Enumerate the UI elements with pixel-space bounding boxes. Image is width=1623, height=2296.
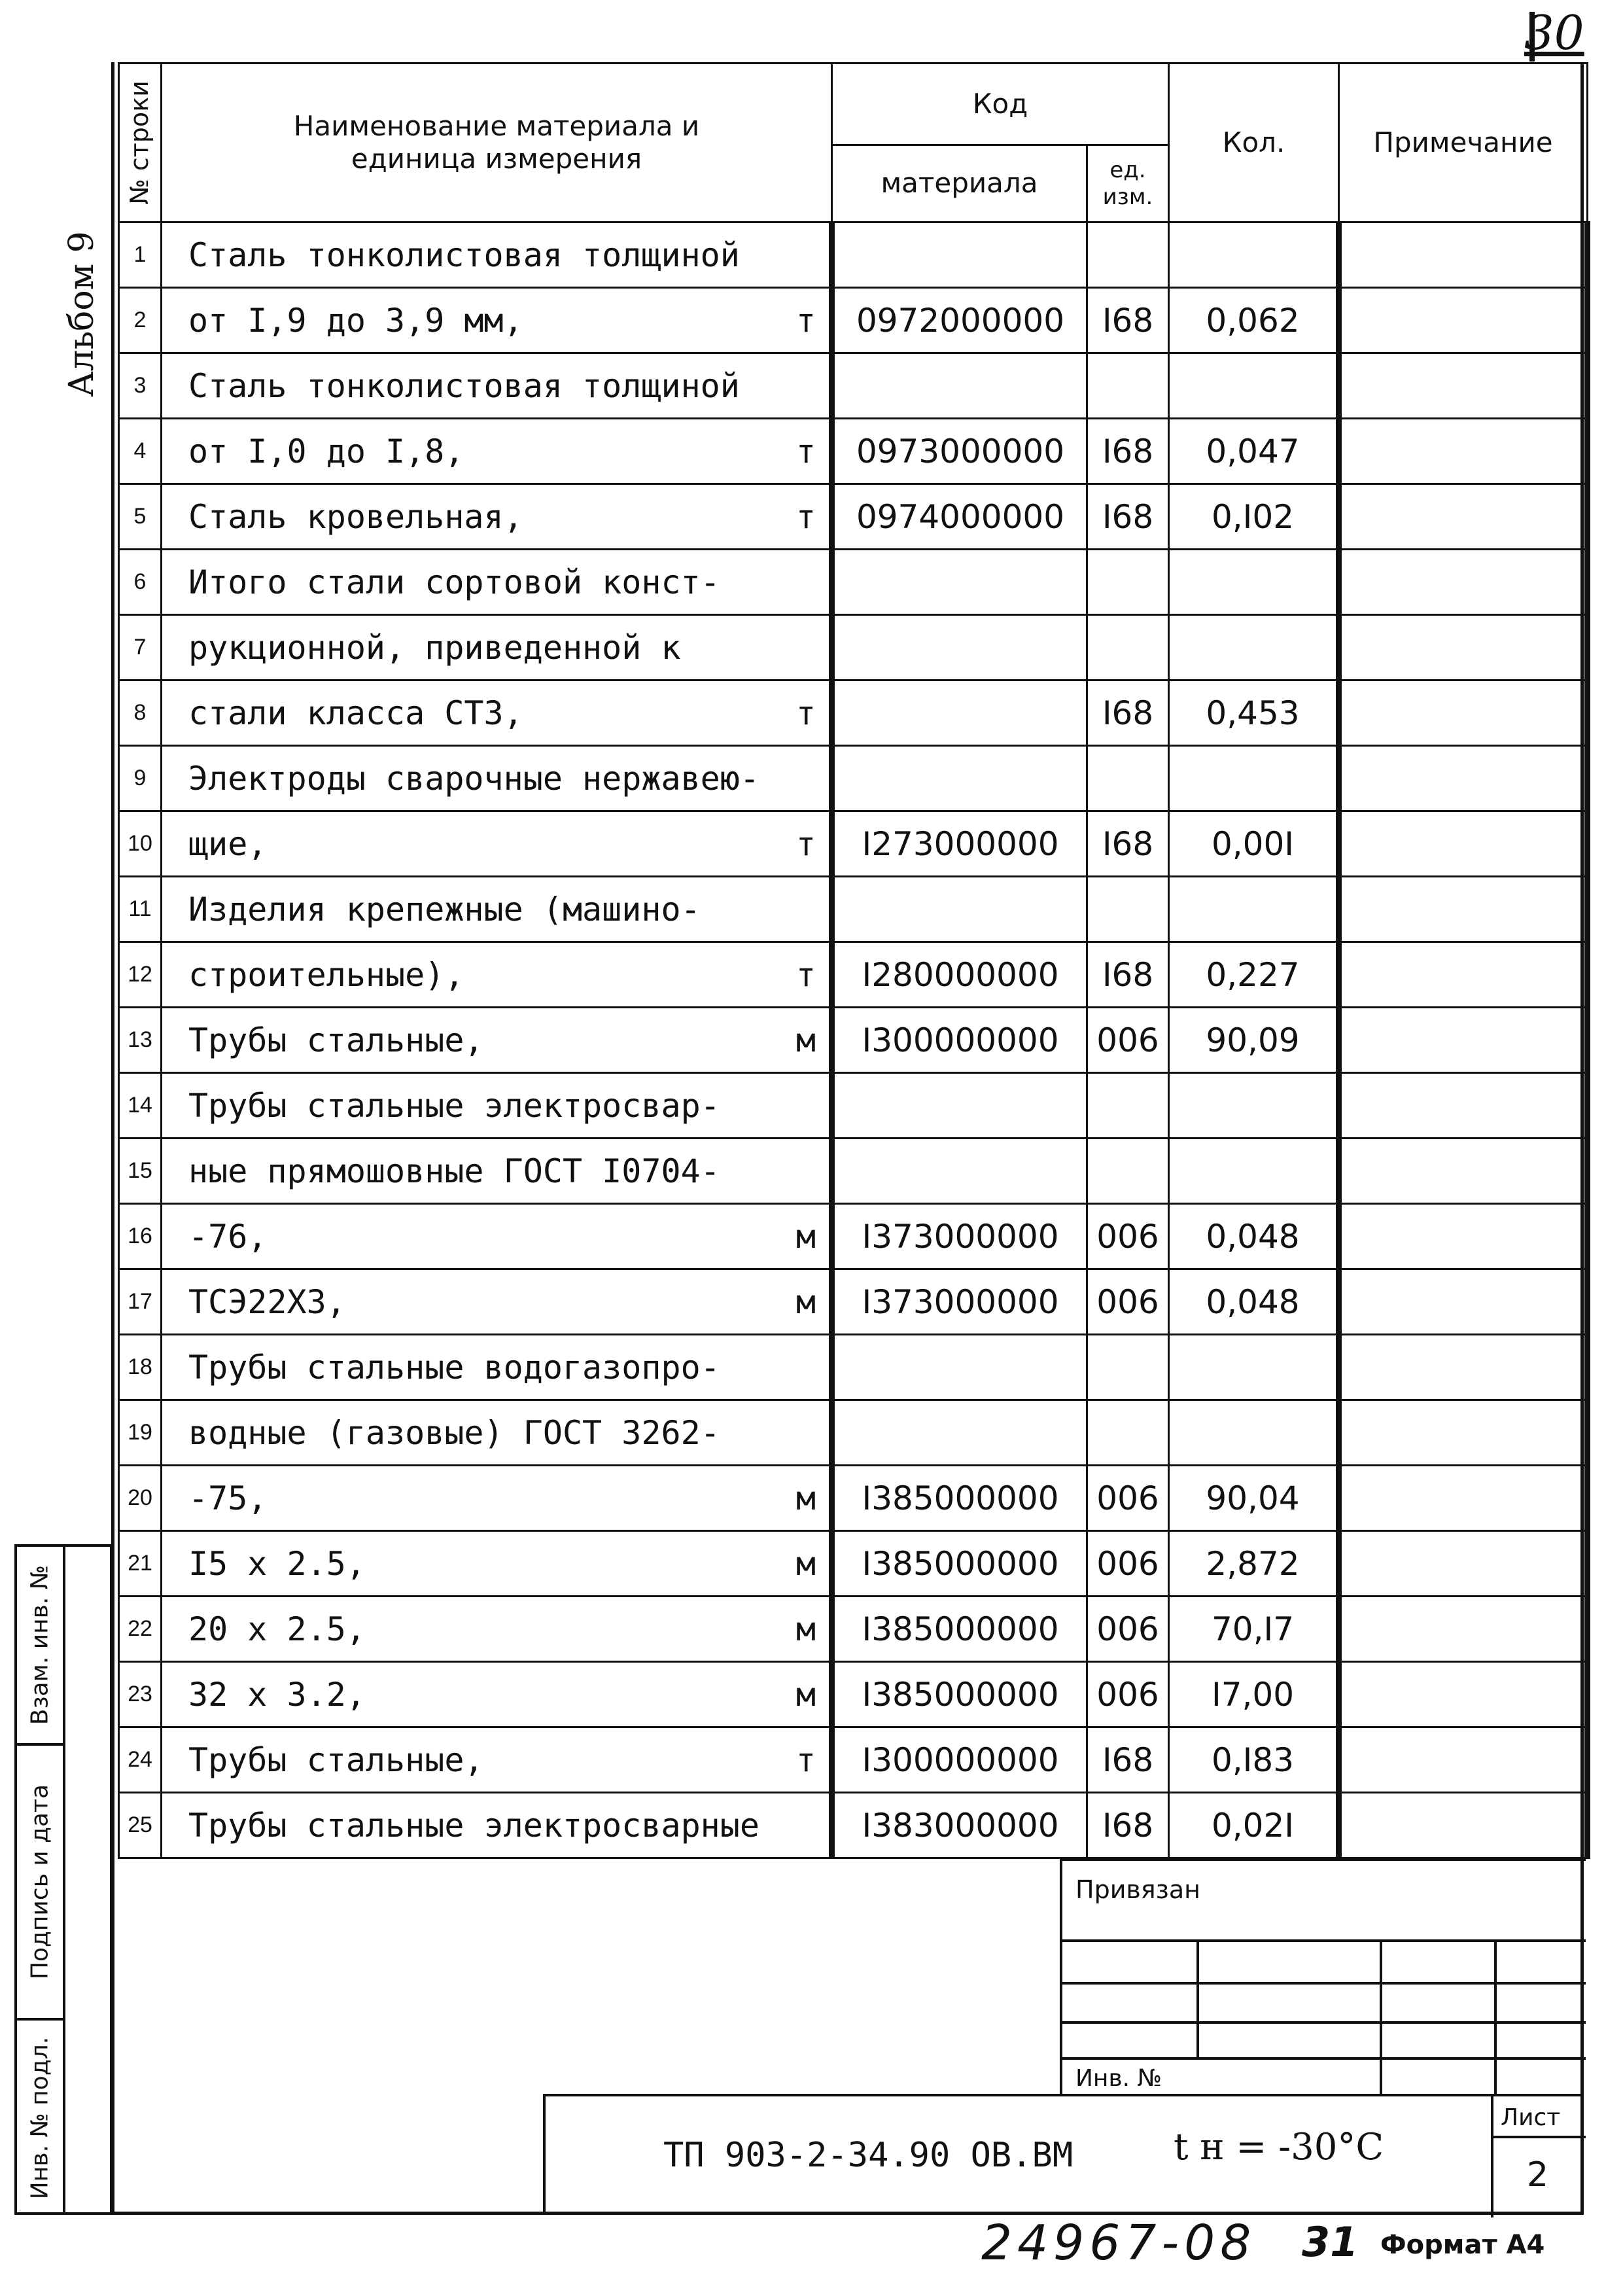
margin-stamp [14, 1544, 113, 2215]
material-code: I385000000 [832, 1466, 1087, 1531]
quantity [1169, 353, 1339, 419]
material-code [832, 877, 1087, 942]
material-unit: т [795, 824, 816, 863]
sign-date-label: Подпись и дата [26, 1784, 54, 1980]
unit-code: 006 [1087, 1531, 1169, 1597]
sheet-number: 2 [1527, 2155, 1549, 2195]
table-row [119, 1073, 1588, 1139]
header-code: Код [832, 63, 1169, 145]
header-material-code: материала [832, 145, 1087, 222]
row-number: 1 [119, 222, 162, 288]
note [1339, 288, 1588, 353]
note [1339, 1662, 1588, 1727]
material-name: строительные), [188, 955, 464, 994]
quantity: 0,I02 [1169, 484, 1339, 550]
material-name: ТСЭ22Х3, [188, 1282, 346, 1321]
unit-code [1087, 1139, 1169, 1204]
material-name: 32 х 3.2, [188, 1675, 366, 1714]
table-row [119, 1531, 1588, 1597]
table-row [119, 419, 1588, 484]
unit-code: 006 [1087, 1662, 1169, 1727]
note [1339, 222, 1588, 288]
material-name: Электроды сварочные нержавею- [188, 759, 759, 798]
unit-code: I68 [1087, 1727, 1169, 1793]
material-code: I383000000 [832, 1793, 1087, 1858]
row-number: 13 [119, 1008, 162, 1073]
quantity [1169, 746, 1339, 811]
unit-code [1087, 615, 1169, 680]
table-row [119, 615, 1588, 680]
material-name-cell [162, 1400, 832, 1466]
table-row [119, 1269, 1588, 1335]
table-row [119, 746, 1588, 811]
note [1339, 1793, 1588, 1858]
frame-left-line [111, 62, 114, 2215]
material-code [832, 615, 1087, 680]
material-unit: м [795, 1610, 816, 1648]
material-code [832, 1073, 1087, 1139]
row-number: 20 [119, 1466, 162, 1531]
material-name: 20 х 2.5, [188, 1610, 366, 1648]
material-name: Трубы стальные, [188, 1021, 484, 1059]
material-unit: т [795, 955, 816, 994]
material-unit: м [795, 1544, 816, 1583]
table-row [119, 353, 1588, 419]
material-name: -76, [188, 1217, 268, 1256]
album-label-text: Альбом 9 [62, 231, 101, 397]
material-name-cell [162, 615, 832, 680]
page-number: 30 [1524, 5, 1584, 60]
unit-code: I68 [1087, 680, 1169, 746]
row-number: 5 [119, 484, 162, 550]
material-name-cell [162, 1531, 832, 1597]
material-unit: м [795, 1675, 816, 1714]
material-code: 0974000000 [832, 484, 1087, 550]
header-unit-code: ед. изм. [1087, 145, 1169, 222]
table-row [119, 1204, 1588, 1269]
material-code [832, 680, 1087, 746]
row-number: 15 [119, 1139, 162, 1204]
material-code: 0973000000 [832, 419, 1087, 484]
material-name-cell [162, 1073, 832, 1139]
unit-code: 006 [1087, 1466, 1169, 1531]
quantity [1169, 1335, 1339, 1400]
note [1339, 1400, 1588, 1466]
material-code: I385000000 [832, 1662, 1087, 1727]
row-number: 4 [119, 419, 162, 484]
material-name: Изделия крепежные (машино- [188, 890, 701, 928]
material-name-cell [162, 419, 832, 484]
note [1339, 419, 1588, 484]
note [1339, 877, 1588, 942]
note [1339, 484, 1588, 550]
material-name-cell [162, 877, 832, 942]
material-name: -75, [188, 1479, 268, 1517]
row-number: 25 [119, 1793, 162, 1858]
header-note: Примечание [1339, 63, 1588, 222]
row-number: 19 [119, 1400, 162, 1466]
table-row [119, 222, 1588, 288]
unit-code [1087, 1400, 1169, 1466]
quantity: 0,062 [1169, 288, 1339, 353]
quantity: 90,09 [1169, 1008, 1339, 1073]
designation: ТП 903-2-34.90 ОВ.ВМ [663, 2136, 1073, 2175]
row-number: 11 [119, 877, 162, 942]
material-unit: м [795, 1282, 816, 1321]
note [1339, 1269, 1588, 1335]
material-code: I300000000 [832, 1727, 1087, 1793]
material-name-cell [162, 1335, 832, 1400]
material-code: 0972000000 [832, 288, 1087, 353]
note [1339, 746, 1588, 811]
material-name-cell [162, 1727, 832, 1793]
replace-inv-label: Взам. инв. № [26, 1564, 54, 1725]
inv-sub-label: Инв. № подл. [26, 2036, 54, 2199]
material-code: I373000000 [832, 1204, 1087, 1269]
material-name-cell [162, 746, 832, 811]
note [1339, 615, 1588, 680]
material-name-cell [162, 288, 832, 353]
material-name-cell [162, 1793, 832, 1858]
material-name: Итого стали сортовой конст- [188, 563, 720, 601]
table-row [119, 1008, 1588, 1073]
quantity [1169, 615, 1339, 680]
unit-code [1087, 877, 1169, 942]
unit-code [1087, 222, 1169, 288]
material-name: Трубы стальные, [188, 1740, 484, 1779]
material-name-cell [162, 484, 832, 550]
material-name-cell [162, 353, 832, 419]
row-number: 2 [119, 288, 162, 353]
row-number: 14 [119, 1073, 162, 1139]
unit-code: 006 [1087, 1269, 1169, 1335]
row-number: 7 [119, 615, 162, 680]
header-name: Наименование материала и единица измерения [162, 63, 832, 222]
materials-table [118, 62, 1586, 1845]
table-row [119, 484, 1588, 550]
unit-code [1087, 1073, 1169, 1139]
note [1339, 353, 1588, 419]
title-block-attached [1060, 1858, 1586, 2096]
quantity: 2,872 [1169, 1531, 1339, 1597]
material-code: I273000000 [832, 811, 1087, 877]
quantity: 0,00I [1169, 811, 1339, 877]
unit-code: 006 [1087, 1597, 1169, 1662]
handwritten-number: 24967-08 [981, 2215, 1257, 2271]
quantity [1169, 1139, 1339, 1204]
quantity: 90,04 [1169, 1466, 1339, 1531]
quantity [1169, 222, 1339, 288]
table-row [119, 550, 1588, 615]
title-block-main [543, 2094, 1583, 2215]
row-number: 17 [119, 1269, 162, 1335]
quantity: 0,048 [1169, 1204, 1339, 1269]
unit-code: I68 [1087, 288, 1169, 353]
material-name: от I,9 до 3,9 мм, [188, 301, 523, 340]
material-code: I373000000 [832, 1269, 1087, 1335]
table-row [119, 288, 1588, 353]
material-name-cell [162, 550, 832, 615]
material-name-cell [162, 680, 832, 746]
quantity: 0,048 [1169, 1269, 1339, 1335]
unit-code: I68 [1087, 811, 1169, 877]
note [1339, 1204, 1588, 1269]
quantity [1169, 877, 1339, 942]
row-number: 16 [119, 1204, 162, 1269]
table-row [119, 1662, 1588, 1727]
quantity: 0,453 [1169, 680, 1339, 746]
material-name-cell [162, 942, 832, 1008]
album-label [56, 216, 108, 412]
material-name-cell [162, 1662, 832, 1727]
material-name: Трубы стальные электросвар- [188, 1086, 720, 1125]
material-unit: т [795, 497, 816, 536]
table-row [119, 1400, 1588, 1466]
table-row [119, 680, 1588, 746]
material-name: Сталь тонколистовая толщиной [188, 236, 740, 274]
quantity: 70,I7 [1169, 1597, 1339, 1662]
material-code [832, 222, 1087, 288]
material-name-cell [162, 222, 832, 288]
sheet-label: Лист [1501, 2104, 1561, 2131]
table-row [119, 1727, 1588, 1793]
note [1339, 1466, 1588, 1531]
table-row [119, 1139, 1588, 1204]
table-row [119, 877, 1588, 942]
material-name-cell [162, 1204, 832, 1269]
row-number: 24 [119, 1727, 162, 1793]
row-number: 18 [119, 1335, 162, 1400]
material-code [832, 353, 1087, 419]
material-name-cell [162, 1139, 832, 1204]
design-temperature: t н = -30°C [1174, 2126, 1384, 2168]
unit-code: I68 [1087, 1793, 1169, 1858]
unit-code [1087, 353, 1169, 419]
quantity: 0,02I [1169, 1793, 1339, 1858]
table-row [119, 811, 1588, 877]
unit-code [1087, 746, 1169, 811]
row-number: 22 [119, 1597, 162, 1662]
row-number: 8 [119, 680, 162, 746]
header-quantity: Кол. [1169, 63, 1339, 222]
row-number: 12 [119, 942, 162, 1008]
material-name: рукционной, приведенной к [188, 628, 681, 667]
material-name: стали класса СТ3, [188, 694, 523, 732]
material-code: I280000000 [832, 942, 1087, 1008]
note [1339, 1727, 1588, 1793]
material-name-cell [162, 1269, 832, 1335]
material-unit: м [795, 1217, 816, 1256]
note [1339, 1073, 1588, 1139]
table-row [119, 942, 1588, 1008]
attached-label: Привязан [1075, 1875, 1200, 1904]
row-number: 10 [119, 811, 162, 877]
note [1339, 1597, 1588, 1662]
material-name: от I,0 до I,8, [188, 432, 464, 470]
unit-code: I68 [1087, 484, 1169, 550]
inv-no-label: Инв. № [1075, 2065, 1162, 2092]
header-row-number: № строки [119, 63, 162, 222]
note [1339, 550, 1588, 615]
note [1339, 680, 1588, 746]
unit-code: 006 [1087, 1204, 1169, 1269]
quantity: 0,227 [1169, 942, 1339, 1008]
row-number: 23 [119, 1662, 162, 1727]
note [1339, 942, 1588, 1008]
note [1339, 1008, 1588, 1073]
material-unit: т [795, 432, 816, 470]
material-code [832, 746, 1087, 811]
material-name: Трубы стальные водогазопро- [188, 1348, 720, 1386]
material-unit: т [795, 301, 816, 340]
material-name-cell [162, 811, 832, 877]
unit-code: I68 [1087, 419, 1169, 484]
material-name: Трубы стальные электросварные [188, 1806, 759, 1845]
unit-code: 006 [1087, 1008, 1169, 1073]
row-number: 21 [119, 1531, 162, 1597]
quantity: 0,047 [1169, 419, 1339, 484]
table-row [119, 1466, 1588, 1531]
material-code: I385000000 [832, 1597, 1087, 1662]
material-code: I385000000 [832, 1531, 1087, 1597]
format-label: Формат А4 [1380, 2230, 1545, 2260]
unit-code [1087, 1335, 1169, 1400]
material-unit: м [795, 1479, 816, 1517]
unit-code [1087, 550, 1169, 615]
material-code [832, 550, 1087, 615]
row-number: 9 [119, 746, 162, 811]
material-unit: т [795, 694, 816, 732]
note [1339, 811, 1588, 877]
material-name: I5 х 2.5, [188, 1544, 366, 1583]
material-name: ные прямошовные ГОСТ I0704- [188, 1152, 720, 1190]
unit-code: I68 [1087, 942, 1169, 1008]
note [1339, 1139, 1588, 1204]
material-name: Сталь тонколистовая толщиной [188, 366, 740, 405]
table-row [119, 1597, 1588, 1662]
material-name: Сталь кровельная, [188, 497, 523, 536]
quantity [1169, 1073, 1339, 1139]
material-name: водные (газовые) ГОСТ 3262- [188, 1413, 720, 1452]
quantity [1169, 1400, 1339, 1466]
material-code: I300000000 [832, 1008, 1087, 1073]
material-name-cell [162, 1466, 832, 1531]
quantity: I7,00 [1169, 1662, 1339, 1727]
quantity [1169, 550, 1339, 615]
quantity: 0,I83 [1169, 1727, 1339, 1793]
row-number: 3 [119, 353, 162, 419]
material-unit: м [795, 1021, 816, 1059]
material-code [832, 1335, 1087, 1400]
material-code [832, 1400, 1087, 1466]
row-number: 6 [119, 550, 162, 615]
material-name: щие, [188, 824, 268, 863]
material-unit: т [795, 1740, 816, 1779]
material-code [832, 1139, 1087, 1204]
material-name-cell [162, 1008, 832, 1073]
note [1339, 1335, 1588, 1400]
material-name-cell [162, 1597, 832, 1662]
copy-number: 31 [1302, 2218, 1359, 2266]
table-row [119, 1335, 1588, 1400]
table-row [119, 1793, 1588, 1858]
note [1339, 1531, 1588, 1597]
